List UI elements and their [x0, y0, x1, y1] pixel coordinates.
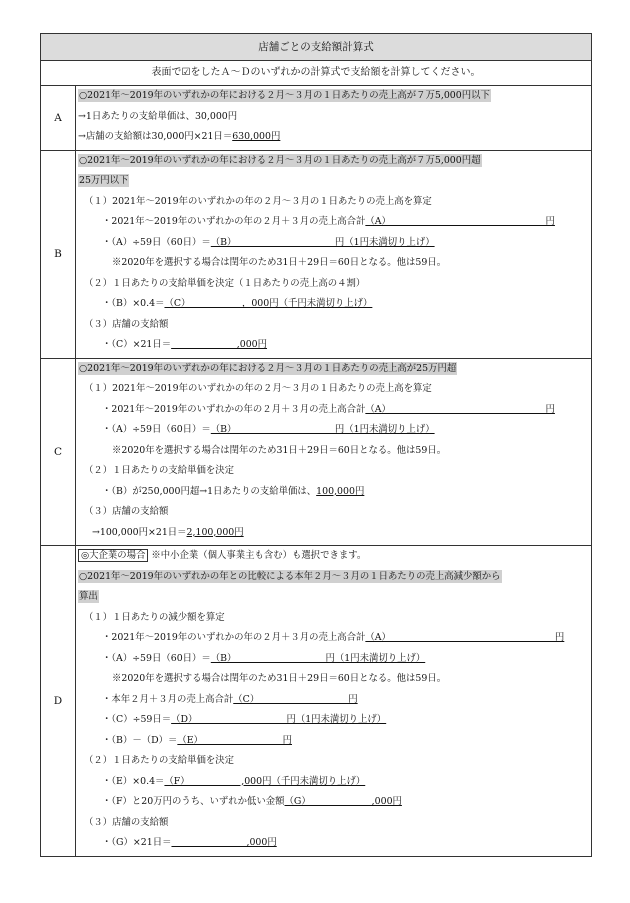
section-d-daily: ・（A）÷59日（60日）＝	[102, 652, 211, 664]
section-d-current-total: ・本年２月＋３月の売上高合計	[102, 693, 234, 705]
section-a-body	[76, 86, 591, 150]
section-b-heading: ○2021年～2019年のいずれかの年における２月～３月の１日あたりの売上高が７万5,000円超	[79, 154, 481, 166]
section-d-compare: ・（F）と20万円のうち、いずれか低い金額	[102, 796, 285, 807]
section-b-step3: （３）店舗の支給額	[84, 318, 169, 330]
section-d-field-b: （B） 円（1円未満切り上げ）	[210, 652, 426, 664]
section-b-body	[76, 151, 591, 358]
section-a-unit-price: →1日あたりの支給単価は、30,000円	[78, 110, 238, 122]
section-d-field-e: （E） 円	[177, 734, 292, 746]
section-b-rate: ・（B）×0.4＝	[102, 298, 165, 309]
section-b-field-c: （C） ，000円（千円未満切り上げ）	[164, 298, 373, 309]
section-b-total-formula: ・（C）×21日＝	[102, 339, 172, 350]
section-d-heading: ○2021年～2019年のいずれかの年との比較による本年２月～３月の１日あたりの売上高減少額から	[79, 570, 501, 582]
section-b-field-a: （A） 円	[365, 216, 555, 227]
section-c-label: C	[41, 359, 76, 546]
table-title-row	[41, 34, 591, 60]
section-c-field-b: （B） 円（1円未満切り上げ）	[210, 424, 435, 435]
section-c-rate: ・（B）が250,000円超→1日あたりの支給単価は、	[102, 485, 317, 497]
section-d-total-field: ,000円	[171, 837, 277, 848]
section-c-total-formula: →100,000円×21日＝	[92, 526, 187, 538]
section-c-body	[76, 359, 591, 546]
section-b-total-field: ,000円	[171, 339, 268, 350]
section-c-step2: （２）１日あたりの支給単価を決定	[84, 465, 235, 476]
section-c-field-a: （A） 円	[365, 403, 555, 415]
section-d-field-f: （F） ,000円（千円未満切り上げ）	[164, 775, 366, 787]
section-a-formula: →店舗の支給額は30,000円×21日＝	[78, 131, 233, 142]
section-d-body	[76, 546, 591, 856]
instruction-row	[41, 60, 591, 85]
section-b-heading-cont: 25万円以下	[79, 175, 129, 186]
section-d-decrease: ・（B）－（D）＝	[102, 734, 178, 746]
section-d-field-d: （D） 円（1円未満切り上げ）	[171, 714, 387, 725]
section-d-rate: ・（E）×0.4＝	[102, 775, 165, 787]
section-c-unit-price: 100,000円	[316, 485, 365, 497]
section-d-large-company-tag: ◎大企業の場合	[78, 549, 148, 562]
section-d-sme-note: ※中小企業（個人事業主も含む）も選択できます。	[151, 550, 367, 561]
section-b-sales-total: ・2021年～2019年のいずれかの年の２月＋３月の売上高合計	[102, 216, 366, 227]
section-d-field-g: （G） ,000円	[284, 796, 402, 807]
section-a-result: 630,000円	[232, 131, 281, 142]
section-c	[41, 358, 591, 546]
section-d-heading-cont: 算出	[79, 591, 98, 602]
section-a-heading: ○2021年～2019年のいずれかの年における２月～３月の１日あたりの売上高が７万5,000円以下	[79, 90, 490, 101]
section-b-step1: （１）2021年～2019年のいずれかの年の２月～３月の１日あたりの売上高を算定	[84, 195, 432, 207]
section-b-field-b: （B） 円（1円未満切り上げ）	[210, 236, 435, 248]
section-d-field-c: （C） 円	[233, 693, 358, 705]
section-d-step2: （２）１日あたりの支給単価を決定	[84, 755, 235, 766]
section-b-daily: ・（A）÷59日（60日）＝	[102, 236, 211, 248]
section-a-label: A	[41, 86, 76, 150]
section-c-step1: （１）2021年～2019年のいずれかの年の２月～３月の１日あたりの売上高を算定	[84, 383, 432, 394]
section-d-step3: （３）店舗の支給額	[84, 816, 169, 828]
section-b-label: B	[41, 151, 76, 358]
section-c-heading: ○2021年～2019年のいずれかの年における２月～３月の１日あたりの売上高が25万円超	[79, 362, 457, 374]
section-c-sales-total: ・2021年～2019年のいずれかの年の２月＋３月の売上高合計	[102, 403, 366, 415]
section-d-current-daily: ・（C）÷59日＝	[102, 714, 172, 725]
section-c-note: ※2020年を選択する場合は閏年のため31日＋29日＝60日となる。他は59日。	[112, 444, 447, 456]
section-d-label: D	[41, 546, 76, 856]
instruction-text: 表面で☑をしたＡ～Ｄのいずれかの計算式で支給額を計算してください。	[151, 67, 481, 78]
section-b	[41, 150, 591, 358]
section-d-total-formula: ・（G）×21日＝	[102, 837, 172, 848]
section-d-note: ※2020年を選択する場合は閏年のため31日＋29日＝60日となる。他は59日。	[112, 673, 447, 684]
section-b-step2: （２）１日あたりの支給単価を決定（１日あたりの売上高の４割）	[84, 277, 366, 289]
section-c-step3: （３）店舗の支給額	[84, 506, 169, 517]
calculation-table	[40, 33, 592, 857]
section-d-field-a: （A） 円	[365, 632, 565, 643]
section-c-total-result: 2,100,000円	[186, 526, 244, 538]
section-c-daily: ・（A）÷59日（60日）＝	[102, 424, 211, 435]
table-title: 店舗ごとの支給額計算式	[41, 34, 591, 60]
section-a	[41, 85, 591, 150]
section-b-note: ※2020年を選択する場合は閏年のため31日＋29日＝60日となる。他は59日。	[112, 257, 447, 268]
section-d-step1: （１）１日あたりの減少額を算定	[84, 611, 225, 623]
section-d-sales-total: ・2021年～2019年のいずれかの年の２月＋３月の売上高合計	[102, 632, 366, 643]
section-d	[41, 545, 591, 856]
